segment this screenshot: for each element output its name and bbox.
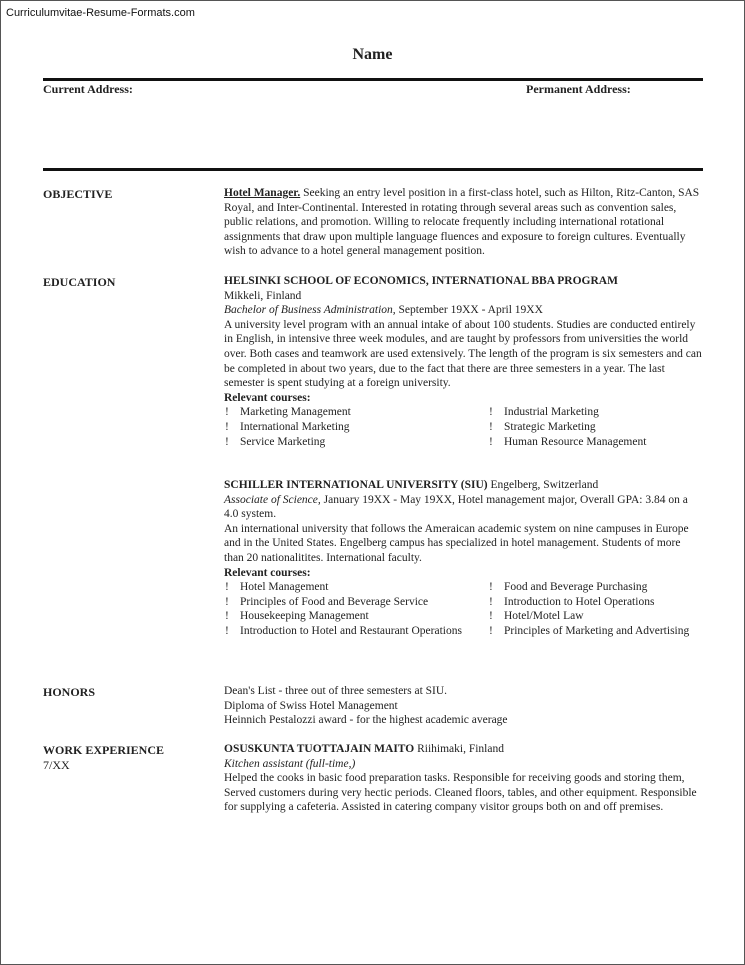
current-address-label: Current Address:	[43, 82, 133, 96]
bullet-icon: !	[225, 406, 229, 419]
honor-item: Diploma of Swiss Hotel Management	[224, 699, 398, 712]
work-location: Riihimaki, Finland	[414, 743, 504, 755]
school1-name: HELSINKI SCHOOL OF ECONOMICS, INTERNATIONAL BBA PROGRAM	[224, 275, 618, 287]
course-item: ! Introduction to Hotel Operations	[489, 595, 655, 608]
objective-content	[224, 186, 702, 259]
permanent-address-label: Permanent Address:	[526, 82, 631, 96]
school1-dates: September 19XX - April 19XX	[395, 304, 543, 317]
resume-name: Name	[352, 46, 393, 63]
objective-heading: OBJECTIVE	[43, 187, 113, 201]
bullet-icon: !	[225, 595, 229, 608]
school2-courses-label: Relevant courses:	[224, 566, 311, 579]
course-item: ! Human Resource Management	[489, 435, 647, 448]
bullet-icon: !	[489, 435, 493, 448]
objective-title: Hotel Manager.	[224, 187, 301, 199]
bullet-icon: !	[489, 595, 493, 608]
course-item: ! Housekeeping Management	[225, 610, 369, 623]
course-item: ! Principles of Marketing and Advertising	[489, 624, 690, 637]
work-role: Kitchen assistant (full-time,)	[224, 757, 356, 770]
bullet-icon: !	[225, 581, 229, 594]
bullet-icon: !	[489, 581, 493, 594]
school2-details: January 19XX - May 19XX, Hotel management major, Overall GPA: 3.84 on a 4.0 system.	[224, 493, 688, 521]
bullet-icon: !	[489, 406, 493, 419]
bullet-icon: !	[225, 420, 229, 433]
bullet-icon: !	[225, 610, 229, 623]
work-heading: WORK EXPERIENCE	[43, 743, 165, 757]
course-item: ! Hotel/Motel Law	[489, 610, 584, 623]
course-item: ! Industrial Marketing	[489, 406, 599, 419]
course-item: ! Marketing Management	[225, 406, 351, 419]
bullet-icon: !	[225, 435, 229, 448]
bullet-icon: !	[489, 624, 493, 637]
bullet-icon: !	[489, 610, 493, 623]
education-school2	[224, 478, 702, 639]
course-item: ! Principles of Food and Beverage Service	[225, 595, 429, 608]
work-date: 7/XX	[43, 758, 70, 772]
school2-name: SCHILLER INTERNATIONAL UNIVERSITY (SIU)	[224, 479, 488, 491]
school1-degree: Bachelor of Business Administration,	[224, 304, 396, 317]
school1-location: Mikkeli, Finland	[224, 289, 302, 302]
school2-location: Engelberg, Switzerland	[487, 479, 599, 491]
course-item: ! Food and Beverage Purchasing	[489, 581, 648, 594]
course-item: ! International Marketing	[225, 420, 350, 433]
school1-courses-list	[224, 405, 702, 449]
address-bottom-rule	[43, 168, 703, 171]
bullet-icon: !	[225, 624, 229, 637]
honors-heading: HONORS	[43, 685, 96, 699]
objective-text: Seeking an entry level position in a first-class hotel, such as Hilton, Ritz-Canton, SAS Royal, and Inter-Continental. Interested in rotating through several areas such as convention sales, public relations, and promotion. Willing to relocate frequently including international rotational assignments that draw upon multiple language fluences and exposure to foreign cultures. Eventually wish to advance to a hotel general management position.	[224, 187, 700, 258]
work-content	[224, 742, 702, 815]
top-rule	[43, 78, 703, 81]
course-item: ! Service Marketing	[225, 435, 326, 448]
bullet-icon: !	[489, 420, 493, 433]
school1-description: A university level program with an annual intake of about 100 students. Studies are conducted entirely in English, in intensive three week modules, and are taught by professors from universities the world over. Both cases and teamwork are used extensively. The length of the program is six semesters and can be completed in about two years, due to the fact that there are three semesters in a year. The last semester is spent studying at a foreign university.	[224, 318, 702, 390]
course-item: ! Strategic Marketing	[489, 420, 596, 433]
work-description: Helped the cooks in basic food preparation tasks. Responsible for receiving goods and storing them, Served customers during very hectic periods. Cleaned floors, tables, and other equipment. Responsible for supplying a cafeteria. Assisted in catering company visitor groups both on and off premises.	[224, 772, 697, 814]
school1-courses-label: Relevant courses:	[224, 391, 311, 404]
course-item: ! Hotel Management	[225, 581, 329, 594]
honors-content	[224, 684, 702, 728]
school2-description: An international university that follows the Ameraican academic system on nine campuses in Europe and in the United States. Engelberg campus has specialized in hotel management. Students of more than 20 nationalitites. International faculty.	[224, 522, 689, 564]
school2-courses-list	[224, 580, 702, 638]
honor-item: Heinnich Pestalozzi award - for the highest academic average	[224, 714, 508, 727]
honor-item: Dean's List - three out of three semesters at SIU.	[224, 685, 448, 697]
school2-degree: Associate of Science,	[224, 493, 321, 506]
site-watermark: Curriculumvitae-Resume-Formats.com	[6, 7, 195, 19]
education-heading: EDUCATION	[43, 275, 116, 289]
education-school1	[224, 274, 702, 449]
course-item: ! Introduction to Hotel and Restaurant Operations	[225, 624, 462, 637]
work-employer: OSUSKUNTA TUOTTAJAIN MAITO	[224, 743, 415, 755]
